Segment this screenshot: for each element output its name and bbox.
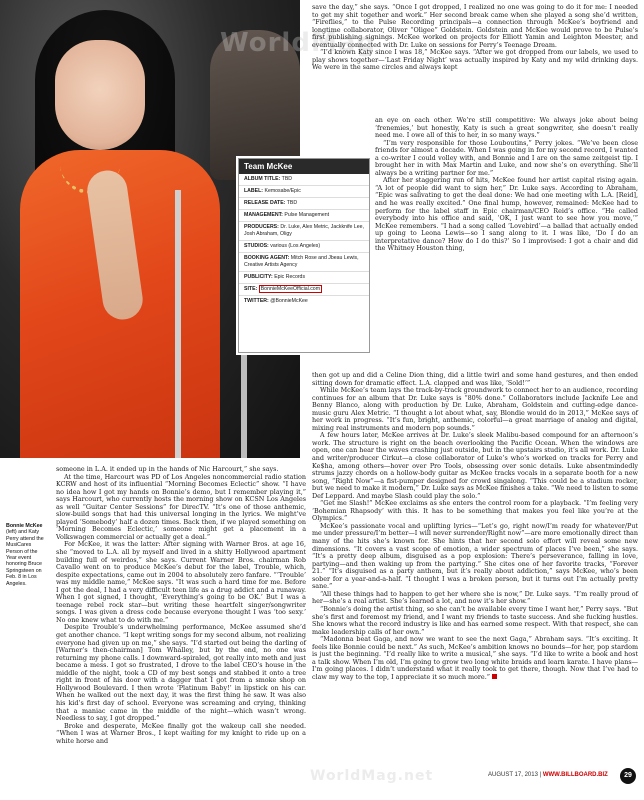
paragraph: At the time, Harcourt was PD of Los Angeles noncommercial radio station KCRW and host of its influential “Morning Becomes Eclectic” show. “I have no idea how I got my hands on Bonnie’s demo, but I remember playing it,” says Harcourt, who currently hosts the morning show on KCSN Los Angeles as well “Guitar Center Sessions” for DirecTV. “It’s one of those anthemic, slow-build songs that had this universal longing in the lyrics. We might’ve played ‘Somebody’ half a dozen times. Back then, if we played something on ‘Morning Becomes Eclectic,’ someone might get a placement in a Volkswagen commercial or actually get a deal.” — [56, 472, 306, 541]
caption-name: Bonnie McKee — [6, 523, 43, 529]
watermark-bottom: WorldMag.net — [310, 768, 434, 784]
sidebar-title: Team McKee — [239, 159, 369, 174]
watermark-top: WorldMag — [220, 28, 376, 58]
paragraph: For McKee, it was the latter: After signing with Warner Bros. at age 16, she “moved to L.A. all by myself and lived in a shitty Hollywood apartment building full of weirdos,” she says. Current Warner Bros. chairman Rob Cavallo went on to produce McKee’s debut for the label, Trouble, which, despite expectations, came out in 2004 to absolutely zero fanfare. “‘Trouble’ was my middle name,” McKee says. “It was such a hard time for me. Before I got the deal, I had a very difficult teen life as a drug addict and a runaway. When I got signed, I thought, ‘Everything’s going to be OK.’ But I was a teenage rebel rock star—but writing these heartfelt singer/songwriter songs. I was given a dress code because everyone thought I was ‘too sexy.’ No one knew what to do with me.” — [56, 540, 306, 624]
paragraph: Broke and desperate, McKee finally got the wakeup call she needed. “When I was at Warner Bros., I kept waiting for my knight to ride up on a white horse and — [56, 721, 306, 745]
paragraph: “Get me Slash!” McKee exclaims as she enters the control room for a playback. “I’m feeling very ‘Bohemian Rhapsody’ with this. It has to be something that makes you feel like you’re at the Olympics.” — [312, 499, 638, 523]
paragraph: “I’d known Katy since I was 18,” McKee says. “After we got dropped from our labels, we used to play shows together—‘Last Friday Night’ was actually inspired by Katy and my wild drinking days. We were in the same circles and always kept — [312, 48, 638, 72]
page-number: 29 — [620, 768, 636, 784]
paragraph: “Madonna beat Gaga, and now we want to see the next Gaga,” Abraham says. “It’s exciting. It feels like Bonnie could be next.” As such, McKee’s ambition knows no bounds—for her, pop stardom is just the beginning. “I’d really like to write a musical,” she says. “I’d like to write a book and host a talk show. When I’m old, I’m going to grow two long white braids and learn karate. I have plans—I’m going places. I didn’t understand what it really took to get there, though. Now that I’ve had to claw my way to the top, I appreciate it so much more.” — [312, 635, 638, 681]
paragraph: “Bonnie’s doing the artist thing, so she can’t be available every time I want her,” Perry says. “But she’s first and foremost my friend, and I want my friends to taste success. And she fucking hustles. She knows what the record industry is like and has earned some respect. With that respect, she can make leadership calls of her own.” — [312, 604, 638, 636]
sidebar-row-twitter: TWITTER: @BonnieMcKee — [244, 298, 308, 304]
paragraph: After her staggering run of hits, McKee found her artist capital rising again. “A lot of people did want to sign her,” Dr. Luke says. According to Abraham, “Epic was salivating to get the deal done: We had one meeting with L.A. [Reid], and he was really excited.” One final hump, however, remained: McKee had to perform for the label staff in Epic chairman/CEO Reid’s office. “He called everybody into his office and said, ‘OK, I just want to see how you move,’” McKee remembers. “I had a song called ‘Lovebird’—a ballad that actually ended up going to Leona Lewis—so I sang along to it. I was like, ‘Do I do an interpretative dance? How do I do this?’ So I improvised: I got a chair and did the Whitney Houston thing, — [375, 176, 638, 253]
sidebar-row-release: RELEASE DATE: TBD — [239, 198, 369, 210]
team-sidebar — [238, 158, 370, 353]
page-footer: AUGUST 17, 2013 | WWW.BILLBOARD.BIZ — [488, 772, 608, 778]
right-column-narrow — [375, 117, 638, 253]
paragraph: save the day,” she says. “Once I got dropped, I realized no one was going to do it for me: I needed to get my shit together and work.” Her second break came when she played a song she’d written, “Fireflies,” to the Pulse Recording principals—a connection through McKee’s boyfriend and longtime collaborator, Oliver “Oligee” Goldstein. Goldstein and McKee would prove to be Pulse’s first publishing signings. McKee worked on projects for Elliott Yamin and Leighton Meester, and eventually connected with Dr. Luke on sessions for Perry’s Teenage Dream. — [312, 3, 638, 49]
sidebar-row-producers: PRODUCERS: Dr. Luke, Alex Metric, Jackknife Lee, Josh Abraham, Oligy — [239, 222, 369, 241]
caption-text: (left) and Katy Perry attend the MusiCares Person of the Year event honoring Bruce Springsteen on Feb. 8 in Los Angeles. — [6, 529, 44, 587]
end-mark-icon — [492, 674, 497, 679]
sidebar-row-album: ALBUM TITLE: TBD — [239, 174, 369, 186]
site-url[interactable]: WWW.BILLBOARD.BIZ — [542, 772, 608, 778]
sidebar-row-label: LABEL: Kemosabe/Epic — [239, 186, 369, 198]
paragraph: McKee’s passionate vocal and uplifting lyrics—“Let’s go, right now/I’m ready for whatever/Put me under pressure/I’m better—I will never surrender/Right now”—are more emotionally direct than many of the hits she’s known for. She hints that her second solo effort will reveal some new dimensions. “It covers a vast scope of emotion, a wider spectrum of places I’ve been,” she says. “It’s a pretty deep album, disguised as a pop explosion: There’s perseverance, falling in love, partying—and then waking up from the partying.” She cites one of her favorite tracks, “Forever 21.” “It’s disguised as a party anthem, but it’s really about addiction,” says McKee, who’s been sober for a year-and-a-half. “I thought I was a broken person, but it turns out I’m actually pretty sane.” — [312, 521, 638, 591]
paragraph: A few hours later, McKee arrives at Dr. Luke’s sleek Malibu-based compound for an afternoon’s work. The structure is right on the beach overlooking the Pacific Ocean. When the windows are open, one can hear the waves crashing just outside, but in the upstairs studio, it’s all work. Dr. Luke and writer/producer Cirkut—a close collaborator of Luke’s who’s worked on tracks for Perry and Ke$ha, among others—hover over Pro Tools, obsessing over sonic details. Luke absentmindedly strums jazzy chords on a hollow-body guitar as McKee tracks vocals in a separate booth for a new song, “Right Now”—a fist-pumper designed for crowd singalong. “This could be a stadium rocker, but we need to make it modern,” Dr. Luke says as McKee finishes a take. “We need to listen to some Def Leppard. And maybe Slash could play the solo.” — [312, 431, 638, 500]
left-column — [56, 466, 306, 745]
chair-back — [175, 190, 247, 458]
sidebar-row-management: MANAGEMENT: Pulse Management — [239, 210, 369, 222]
paragraph: someone in L.A. it ended up in the hands of Nic Harcourt,” she says. — [56, 465, 279, 473]
paragraph: then got up and did a Celine Dion thing, did a little twirl and some hand gestures, and then ended sitting down for dramatic effect. L.A. clapped and was like, ‘Sold!’” — [312, 371, 638, 387]
issue-date: AUGUST 17, 2013 — [488, 772, 538, 778]
paragraph: Despite Trouble’s underwhelming performance, McKee assumed she’d get another chance. “I kept writing songs for my second album, not realizing everyone had given up on me,” she says. “I’d started out being the darling of [Warner’s then-chairman] Tom Whalley, but by the end, no one was returning my phone calls. I downward-spiraled, got really into meth and just became a mess. I got so frustrated, I drove to the label CEO’s house in the middle of the night, took a CD of my best songs and stabbed it onto a tree right in front of his door with a dagger that I got from a smoke shop on Hollywood Boulevard. I then wrote ‘Platinum Baby!’ in lipstick on his car. When he walked out the next day, it was the first thing he saw. It was also his kid’s first day of school. Everyone was screaming and crying, thinking that a maniac came in the middle of the night—which wasn’t wrong. Needless to say, I got dropped.” — [56, 623, 306, 723]
face-shape — [55, 40, 145, 150]
site-link[interactable]: BonnieMcKeeOfficial.com — [260, 286, 321, 292]
paragraph: “I’m very responsible for those Louboutins,” Perry jokes. “We’ve been close friends for almost a decade. When I was going in for my second record, I wanted a co-writer I could volley with, and Bonnie and I are on the same zeitgeist tip. I brought her in with Max Martin and Luke, and now she’s on everything. She’ll always be a writing partner for me.” — [375, 138, 638, 177]
sidebar-row-studios: STUDIOS: various (Los Angeles) — [239, 241, 369, 253]
right-column-top — [312, 4, 638, 72]
right-column-wide — [312, 372, 638, 681]
sidebar-row-site: SITE: BonnieMcKeeOfficial.com — [239, 284, 369, 296]
sidebar-row-publicity: PUBLICITY: Epic Records — [239, 272, 369, 284]
paragraph: While McKee’s team lays the track-by-track groundwork to connect her to an audience, recording continues for an album that Dr. Luke says is “80% done.” Collaborators include Jacknife Lee and Benny Blanco, along with production by Dr. Luke, Abraham, Goldstein and cutting-edge dance-music guru Alex Metric. “I thought a lot about what, say, Blondie would do in 2013,” McKee says of her work in progress. “It’s fun, bright, anthemic, colorful—a great marriage of analog and digital, mixing real instruments and modern pop sounds.” — [312, 386, 638, 432]
paragraph: “All these things had to happen to get her where she is now,” Dr. Luke says. “I’m really proud of her—she’s a real artist. She’s learned a lot, and now it’s her show.” — [312, 589, 638, 606]
sidebar-row-booking: BOOKING AGENT: Mitch Rose and Jbeau Lewis, Creative Artists Agency — [239, 253, 369, 272]
photo-caption — [6, 523, 48, 587]
paragraph: an eye on each other. We’re still competitive: We always joke about being ‘frenemies,’ but honestly, Katy is such a great songwriter, she doesn’t really need me. I owe all of this to her, in so many ways.” — [375, 116, 638, 140]
